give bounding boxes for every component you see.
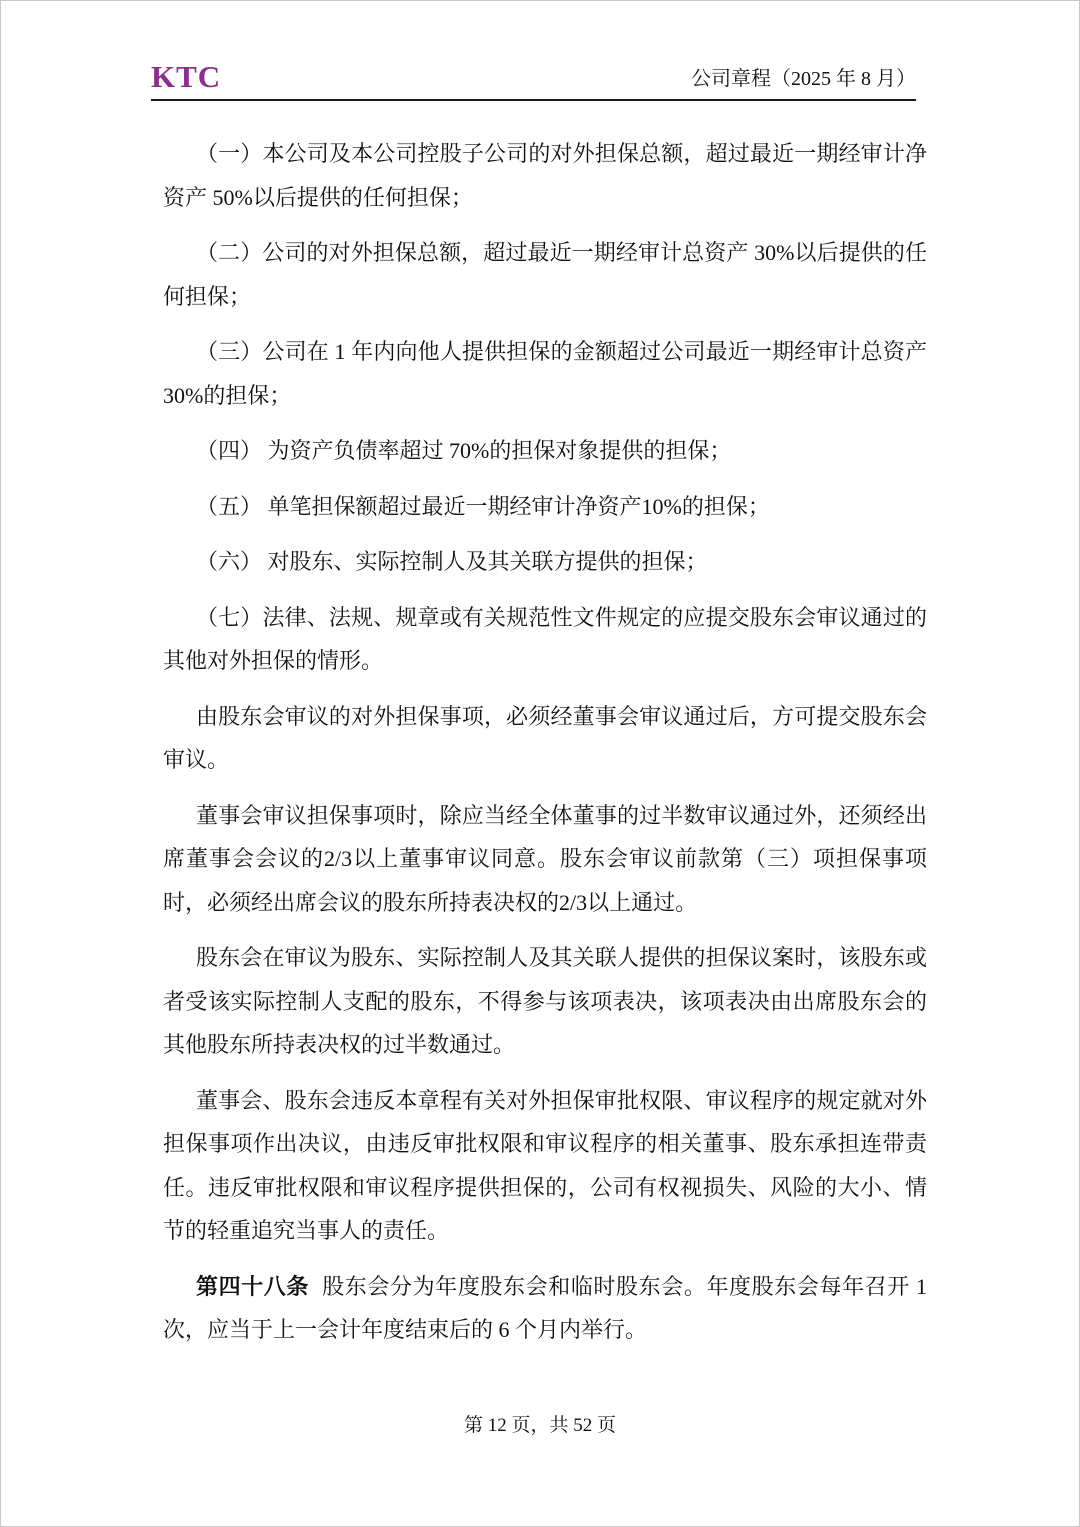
clause-item-2: （二）公司的对外担保总额，超过最近一期经审计总资产 30%以后提供的任何担保； <box>163 240 927 309</box>
article-text: 股东会分为年度股东会和临时股东会。年度股东会每年召开 1 次，应当于上一会计年度结束后的 6 个月内举行。 <box>163 1273 927 1342</box>
document-title: 公司章程（2025 年 8 月） <box>691 68 916 90</box>
paragraph-board-review: 董事会审议担保事项时，除应当经全体董事的过半数审议通过外，还须经出席董事会会议的2/3以上董事审议同意。股东会审议前款第（三）项担保事项时，必须经出席会议的股东所持表决权的2/3以上通过。 <box>163 802 927 915</box>
clause-item-5: （五） 单笔担保额超过最近一期经审计净资产10%的担保； <box>196 493 770 519</box>
clause-item-3: （三）公司在 1 年内向他人提供担保的金额超过公司最近一期经审计总资产30%的担保； <box>163 339 927 408</box>
page-footer <box>1 1413 1079 1440</box>
article-48-paragraph <box>163 1265 927 1352</box>
header-divider <box>151 99 916 101</box>
page-number: 第 12 页，共 52 页 <box>463 1415 616 1436</box>
article-number: 第四十八条 <box>196 1273 310 1299</box>
clause-item-1: （一）本公司及本公司控股子公司的对外担保总额，超过最近一期经审计净资产 50%以后提供的任何担保； <box>163 141 927 210</box>
clause-item-7: （七）法律、法规、规章或有关规范性文件规定的应提交股东会审议通过的其他对外担保的情形。 <box>163 604 927 673</box>
paragraph-voting-restriction: 股东会在审议为股东、实际控制人及其关联人提供的担保议案时，该股东或者受该实际控制人支配的股东，不得参与该项表决，该项表决由出席股东会的其他股东所持表决权的过半数通过。 <box>163 945 927 1057</box>
paragraph-shareholder-review: 由股东会审议的对外担保事项，必须经董事会审议通过后，方可提交股东会审议。 <box>163 703 927 772</box>
page-header <box>151 61 916 92</box>
clause-item-6: （六） 对股东、实际控制人及其关联方提供的担保； <box>196 549 708 574</box>
clause-item-4: （四） 为资产负债率超过 70%的担保对象提供的担保； <box>196 438 732 463</box>
document-body <box>163 132 927 1364</box>
company-logo: KTC <box>151 59 222 94</box>
paragraph-liability: 董事会、股东会违反本章程有关对外担保审批权限、审议程序的规定就对外担保事项作出决议，由违反审批权限和审议程序的相关董事、股东承担连带责任。违反审批权限和审议程序提供担保的，公司有权视损失、风险的大小、情节的轻重追究当事人的责任。 <box>163 1087 927 1243</box>
